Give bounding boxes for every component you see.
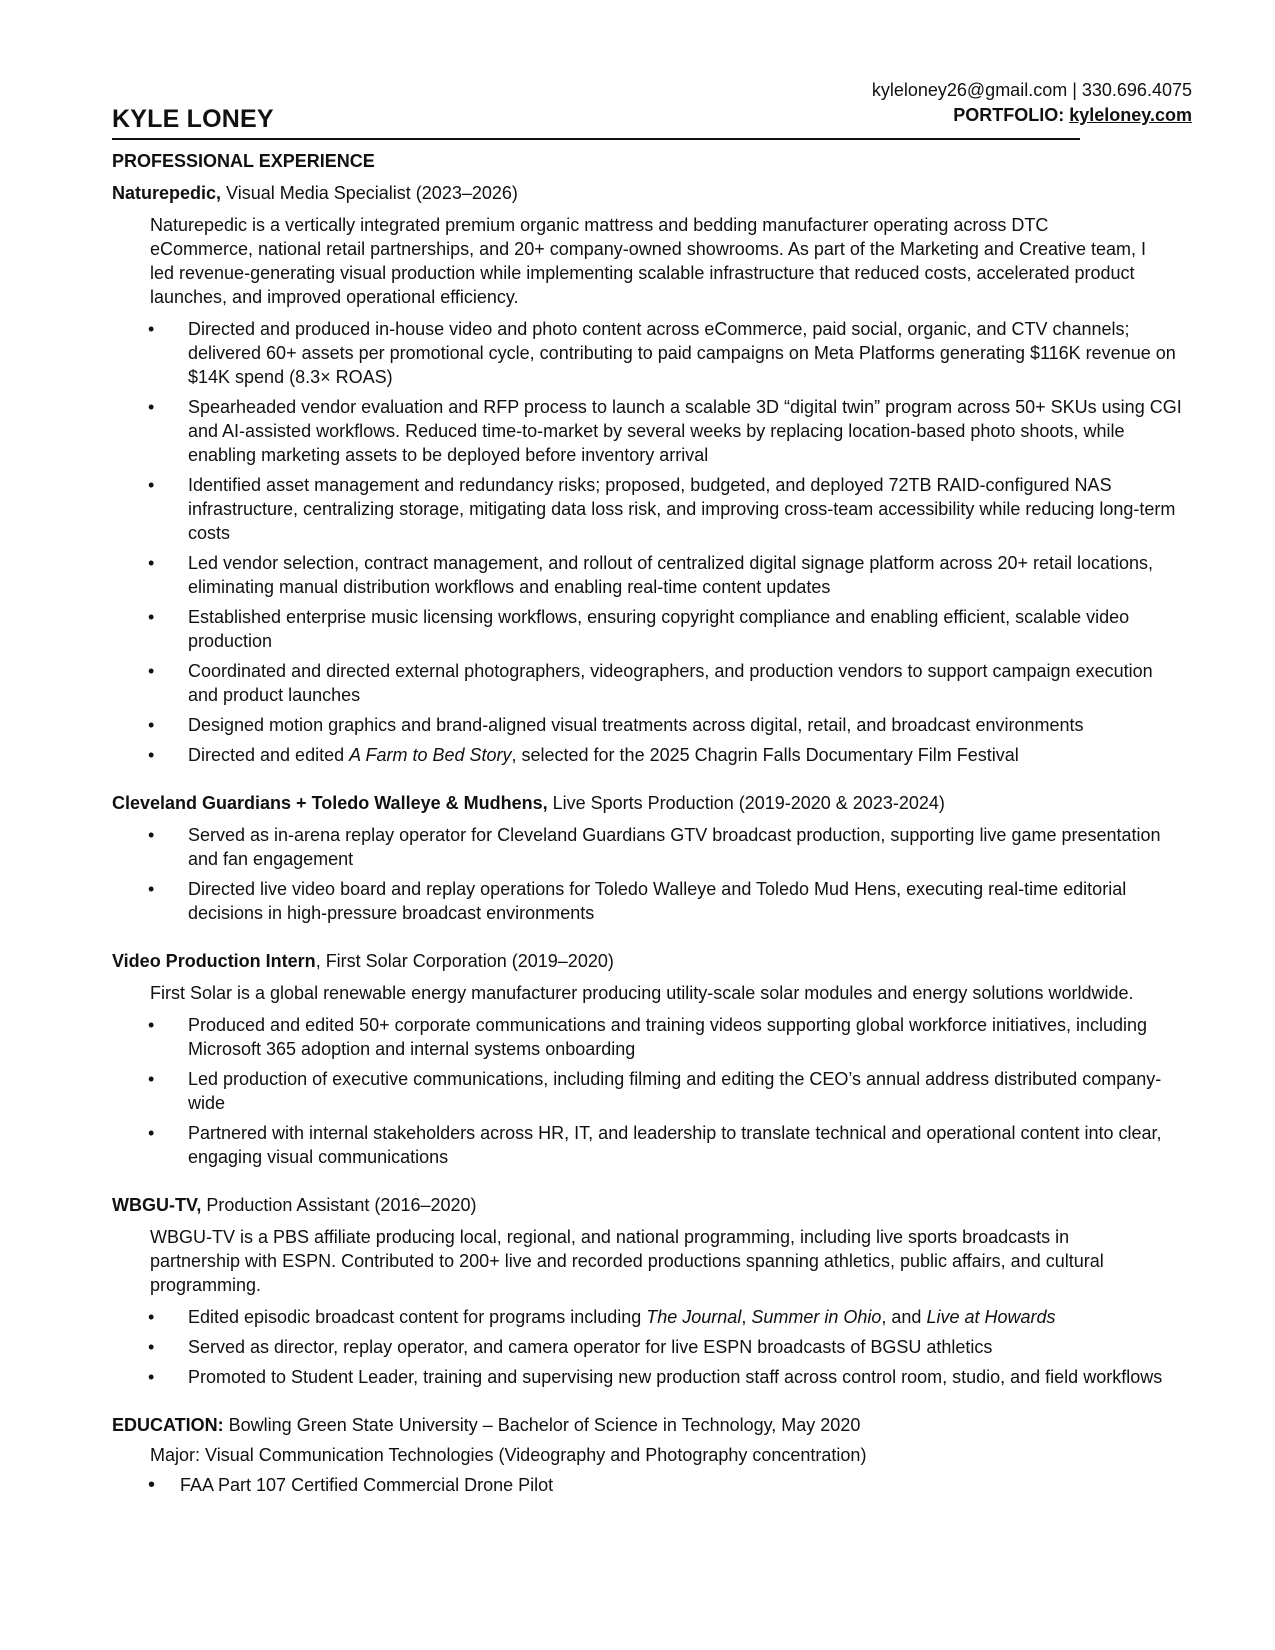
bullet-glyph: • xyxy=(148,475,155,495)
spacer xyxy=(112,773,1162,791)
bullet-item xyxy=(112,1335,1186,1359)
bullet-text: Partnered with internal stakeholders across HR, IT, and leadership to translate technical and operational content into clear, engaging visual communications xyxy=(188,1123,1162,1167)
job-company: Video Production Intern xyxy=(112,951,316,971)
job-role: Live Sports Production (2019-2020 & 2023-2024) xyxy=(547,793,945,813)
bullet-glyph: • xyxy=(148,553,155,573)
bullet-text: Directed live video board and replay operations for Toledo Walleye and Toledo Mud Hens, executing real-time editorial decisions in high-pressure broadcast environments xyxy=(188,879,1127,923)
bullet-text: Coordinated and directed external photographers, videographers, and production vendors to support campaign execution and product launches xyxy=(188,661,1153,705)
job-description: WBGU-TV is a PBS affiliate producing local, regional, and national programming, including live sports broadcasts in partnership with ESPN. Contributed to 200+ live and recorded productions spanning athletics, public affairs, and cultural programming. xyxy=(150,1227,1104,1295)
education-degree: Bowling Green State University – Bachelor of Science in Technology, May 2020 xyxy=(223,1415,861,1435)
bullet-text: Promoted to Student Leader, training and supervising new production staff across control room, studio, and field workflows xyxy=(188,1367,1163,1387)
bullet-text: , and xyxy=(881,1307,927,1327)
bullet-glyph: • xyxy=(148,1123,155,1143)
section-heading-education: EDUCATION: xyxy=(112,1415,224,1435)
job-role: , First Solar Corporation (2019–2020) xyxy=(315,951,614,971)
program-title: The Journal xyxy=(646,1307,742,1327)
bullet-item xyxy=(112,659,1186,707)
bullet-glyph: • xyxy=(148,397,155,417)
bullet-item xyxy=(112,877,1186,925)
bullet-glyph: • xyxy=(148,825,155,845)
job-description: First Solar is a global renewable energy manufacturer producing utility-scale solar modules and energy solutions worldwide. xyxy=(150,983,1134,1003)
bullet-item xyxy=(112,605,1186,653)
bullet-item xyxy=(112,317,1186,389)
job-entry xyxy=(112,1193,1162,1389)
film-title: A Farm to Bed Story xyxy=(349,745,512,765)
program-title: Summer in Ohio xyxy=(751,1307,882,1327)
bullet-glyph: • xyxy=(148,879,155,899)
bullet-text: Led production of executive communications, including filming and editing the CEO’s annual address distributed company-wide xyxy=(188,1069,1162,1113)
bullet-text: Served as in-arena replay operator for Cleveland Guardians GTV broadcast production, supporting live game presentation and fan engagement xyxy=(188,825,1161,869)
bullet-glyph: • xyxy=(148,319,155,339)
job-title-line xyxy=(112,949,1162,973)
portfolio-link[interactable]: kyleloney.com xyxy=(1069,105,1192,125)
bullet-item xyxy=(112,551,1186,599)
job-company: Naturepedic, xyxy=(112,183,222,203)
bullet-glyph: • xyxy=(148,1307,155,1327)
bullet-item xyxy=(112,743,1186,767)
job-title-line xyxy=(112,791,1162,815)
bullet-text: Spearheaded vendor evaluation and RFP process to launch a scalable 3D “digital twin” program across 50+ SKUs using CGI and AI-assisted workflows. Reduced time-to-market by several weeks by replacing location-based photo shoots, while enabling marketing assets to be deployed before inventory arrival xyxy=(188,397,1182,465)
job-bullets xyxy=(112,823,1162,925)
bullet-glyph: • xyxy=(148,715,155,735)
bullet-glyph: • xyxy=(148,607,155,627)
job-role: Production Assistant (2016–2020) xyxy=(201,1195,477,1215)
bullet-item xyxy=(112,473,1186,545)
job-title-line xyxy=(112,181,1162,205)
job-entry xyxy=(112,181,1182,767)
bullet-text: , xyxy=(741,1307,752,1327)
bullet-text: Designed motion graphics and brand-aligned visual treatments across digital, retail, and broadcast environments xyxy=(188,715,1084,735)
cert-item xyxy=(112,1473,1162,1497)
bullet-glyph: • xyxy=(148,1367,155,1387)
bullet-glyph: • xyxy=(148,745,155,765)
job-description: Naturepedic is a vertically integrated premium organic mattress and bedding manufacturer operating across DTC eCommerce, national retail partnerships, and 20+ company-owned showrooms. As part of the Marketing and Creative team, I led revenue-generating visual production while implementing scalable infrastructure that reduced costs, accelerated product launches, and improved operational efficiency. xyxy=(150,215,1147,307)
bullet-item xyxy=(112,823,1186,871)
contact-line: kyleloney26@gmail.com | 330.696.4075 xyxy=(871,80,1192,100)
bullet-item xyxy=(112,395,1186,467)
bullet-text: , selected for the 2025 Chagrin Falls Documentary Film Festival xyxy=(511,745,1019,765)
bullet-glyph: • xyxy=(148,1337,155,1357)
spacer xyxy=(112,931,1162,949)
spacer xyxy=(112,1175,1162,1193)
portfolio-label: PORTFOLIO: xyxy=(953,105,1065,125)
bullet-item xyxy=(112,713,1186,737)
bullet-glyph: • xyxy=(148,661,155,681)
resume-content xyxy=(112,149,1182,1497)
job-title-line xyxy=(112,1193,1162,1217)
header-divider xyxy=(112,138,1080,140)
education-section xyxy=(112,1413,1162,1497)
cert-text: FAA Part 107 Certified Commercial Drone Pilot xyxy=(180,1475,554,1495)
bullet-text: Led vendor selection, contract management, and rollout of centralized digital signage platform across 20+ retail locations, eliminating manual distribution workflows and enabling real-time content updates xyxy=(188,553,1154,597)
certifications xyxy=(112,1473,1162,1497)
bullet-item xyxy=(112,1121,1186,1169)
job-entry xyxy=(112,791,1162,925)
bullet-item xyxy=(112,1305,1186,1329)
bullet-item xyxy=(112,1013,1186,1061)
job-company: WBGU-TV, xyxy=(112,1195,202,1215)
bullet-glyph: • xyxy=(148,1474,156,1496)
contact-block xyxy=(732,78,1192,128)
job-entry xyxy=(112,949,1162,1169)
bullet-text: Identified asset management and redundancy risks; proposed, budgeted, and deployed 72TB RAID-configured NAS infrastructure, centralizing storage, mitigating data loss risk, and improving cross-team accessibility while reducing long-term costs xyxy=(188,475,1176,543)
spacer xyxy=(112,1395,1162,1413)
bullet-text: Produced and edited 50+ corporate communications and training videos supporting global workforce initiatives, including Microsoft 365 adoption and internal systems onboarding xyxy=(188,1015,1148,1059)
candidate-name: KYLE LONEY xyxy=(112,105,274,133)
job-role: Visual Media Specialist (2023–2026) xyxy=(221,183,518,203)
bullet-item xyxy=(112,1365,1186,1389)
bullet-text: Served as director, replay operator, and camera operator for live ESPN broadcasts of BGSU athletics xyxy=(188,1337,993,1357)
portfolio-line xyxy=(732,103,1192,128)
job-bullets xyxy=(112,1013,1162,1169)
section-heading-experience: PROFESSIONAL EXPERIENCE xyxy=(112,151,375,171)
program-title: Live at Howards xyxy=(926,1307,1056,1327)
bullet-glyph: • xyxy=(148,1069,155,1089)
job-bullets xyxy=(112,317,1182,767)
job-company: Cleveland Guardians + Toledo Walleye & Mudhens, xyxy=(112,793,548,813)
bullet-text: Directed and produced in-house video and photo content across eCommerce, paid social, organic, and CTV channels; delivered 60+ assets per promotional cycle, contributing to paid campaigns on Meta Platforms generating $116K revenue on $14K spend (8.3× ROAS) xyxy=(188,319,1176,387)
job-bullets xyxy=(112,1305,1162,1389)
bullet-text: Edited episodic broadcast content for programs including xyxy=(188,1307,647,1327)
bullet-text: Established enterprise music licensing workflows, ensuring copyright compliance and enabling efficient, scalable video production xyxy=(188,607,1130,651)
education-line xyxy=(112,1413,1162,1437)
bullet-text: Directed and edited xyxy=(188,745,350,765)
bullet-glyph: • xyxy=(148,1015,155,1035)
education-major: Major: Visual Communication Technologies (Videography and Photography concentration) xyxy=(150,1445,867,1465)
bullet-item xyxy=(112,1067,1186,1115)
